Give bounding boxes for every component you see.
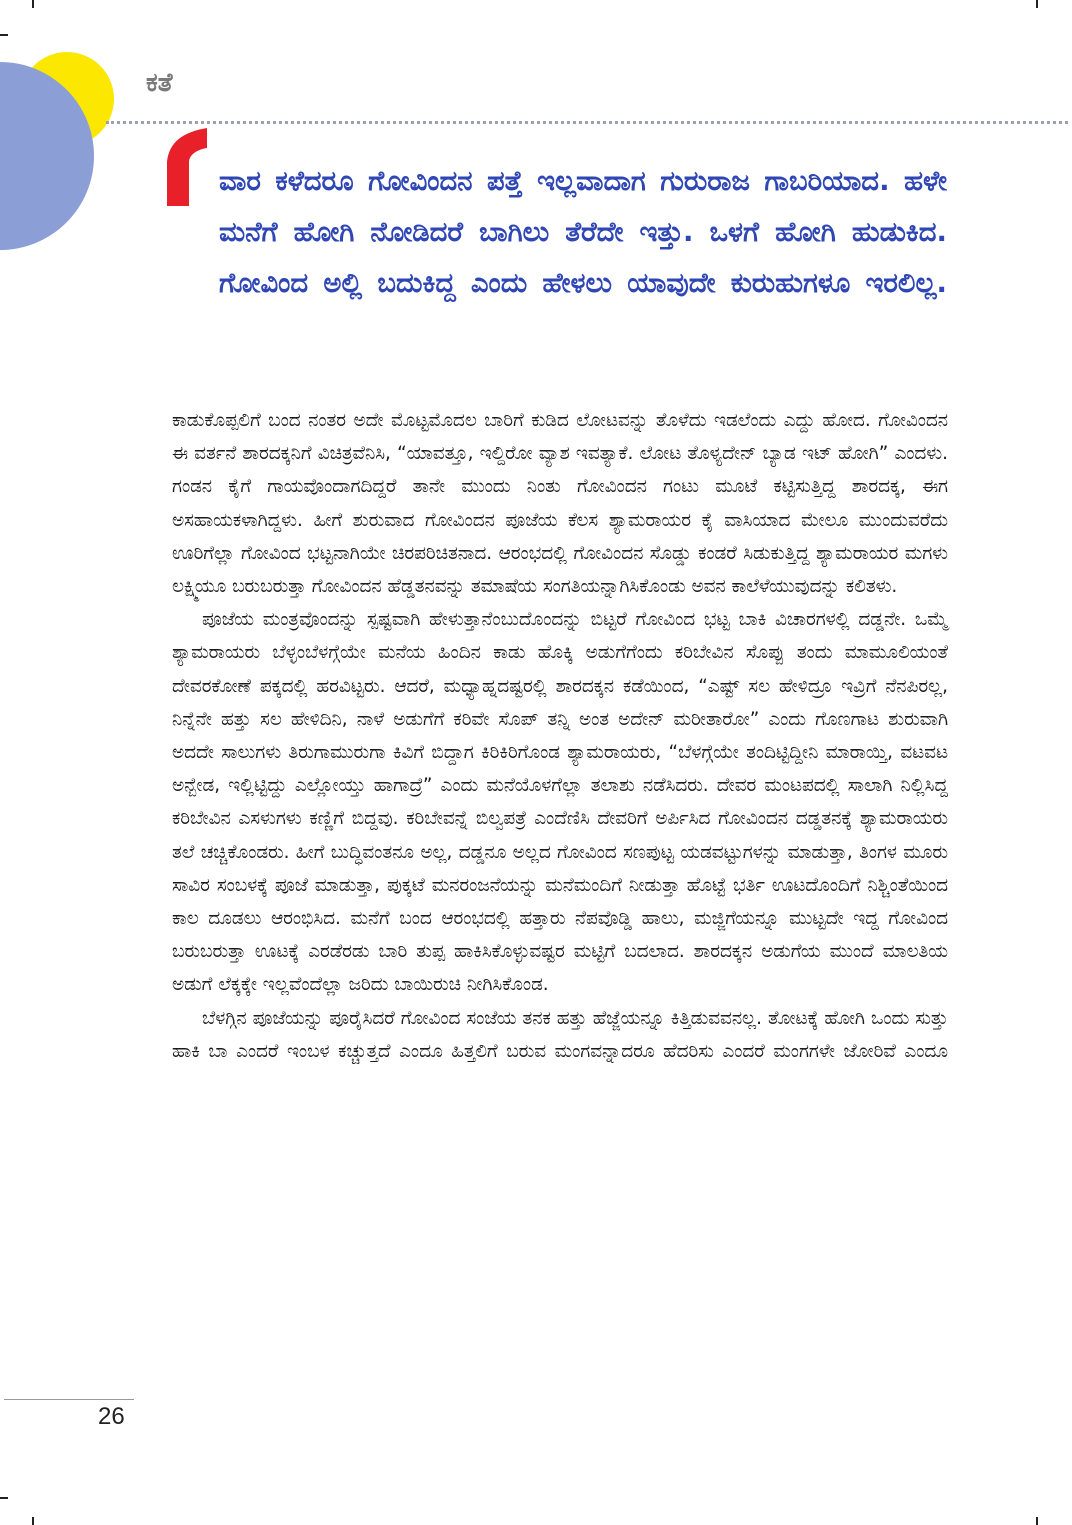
crop-mark [1036,1517,1038,1525]
footer-rule [4,1399,134,1400]
page-number: 26 [98,1403,125,1430]
crop-mark [1036,0,1038,8]
section-label: ಕತೆ [146,68,173,98]
paragraph: ಕಾಡುಕೊಪ್ಪಲಿಗೆ ಬಂದ ನಂತರ ಅದೇ ಮೊಟ್ಟಮೊದಲ ಬಾರಿಗೆ ಕುಡಿದ ಲೋಟವನ್ನು ತೊಳೆದು ಇಡಲೆಂದು ಎದ್ದು ಹೋದ. ಗೋವಿಂದನ ಈ ವರ್ತನೆ ಶಾರದಕ್ಕನಿಗೆ ವಿಚಿತ್ರವೆನಿಸಿ, “ಯಾವತ್ತೂ, ಇಲ್ದಿರೋ ವ್ಯಾಶ ಇವತ್ಯಾಕೆ. ಲೋಟ ತೊಳ್ಯದೇನ್ ಬ್ಯಾಡ ಇಟ್ ಹೋಗಿ” ಎಂದಳು. ಗಂಡನ ಕೈಗೆ ಗಾಯವೊಂದಾಗದಿದ್ದರೆ ತಾನೇ ಮುಂದು ನಿಂತು ಗೋವಿಂದನ ಗಂಟು ಮೂಟೆ ಕಟ್ಟಿಸುತ್ತಿದ್ದ ಶಾರದಕ್ಕ, ಈಗ ಅಸಹಾಯಕಳಾಗಿದ್ದಳು. ಹೀಗೆ ಶುರುವಾದ ಗೋವಿಂದನ ಪೂಜೆಯ ಕೆಲಸ ಶ್ಯಾಮರಾಯರ ಕೈ ವಾಸಿಯಾದ ಮೇಲೂ ಮುಂದುವರೆದು ಊರಿಗೆಲ್ಲಾ ಗೋವಿಂದ ಭಟ್ಟನಾಗಿಯೇ ಚಿರಪರಿಚಿತನಾದ. ಆರಂಭದಲ್ಲಿ ಗೋವಿಂದನ ಸೊಡ್ಡು ಕಂಡರೆ ಸಿಡುಕುತ್ತಿದ್ದ ಶ್ಯಾಮರಾಯರ ಮಗಳು ಲಕ್ಷ್ಮಿಯೂ ಬರುಬರುತ್ತಾ ಗೋವಿಂದನ ಹೆಡ್ಡತನವನ್ನು ತಮಾಷೆಯ ಸಂಗತಿಯನ್ನಾಗಿಸಿಕೊಂಡು ಅವನ ಕಾಲೆಳೆಯುವುದನ್ನು ಕಲಿತಳು. [172,410,948,598]
crop-mark [0,34,8,36]
crop-mark [32,0,34,8]
paragraph: ಪೂಜೆಯ ಮಂತ್ರವೊಂದನ್ನು ಸ್ಪಷ್ಟವಾಗಿ ಹೇಳುತ್ತಾನೆಂಬುದೊಂದನ್ನು ಬಿಟ್ಟರೆ ಗೋವಿಂದ ಭಟ್ಟ ಬಾಕಿ ವಿಚಾರಗಳಲ್ಲಿ ದಡ್ಡನೇ. ಒಮ್ಮೆ ಶ್ಯಾಮರಾಯರು ಬೆಳ್ಳಂಬೆಳಗ್ಗೆಯೇ ಮನೆಯ ಹಿಂದಿನ ಕಾಡು ಹೊಕ್ಕಿ ಅಡುಗೆಗೆಂದು ಕರಿಬೇವಿನ ಸೊಪ್ಪು ತಂದು ಮಾಮೂಲಿಯಂತೆ ದೇವರಕೋಣೆ ಪಕ್ಕದಲ್ಲಿ ಹರವಿಟ್ಟರು. ಆದರೆ, ಮಧ್ಯಾಹ್ನದಷ್ಟರಲ್ಲಿ ಶಾರದಕ್ಕನ ಕಡೆಯಿಂದ, “ಎಷ್ಟ್ ಸಲ ಹೇಳಿದ್ರೂ ಇವ್ರಿಗೆ ನೆನಪಿರಲ್ಲ, ನಿನ್ನೆನೇ ಹತ್ತು ಸಲ ಹೇಳಿದಿನಿ, ನಾಳೆ ಅಡುಗೆಗೆ ಕರಿವೇ ಸೊಪ್ ತನ್ನಿ ಅಂತ ಅದೇನ್ ಮರೀತಾರೋ” ಎಂದು ಗೊಣಗಾಟ ಶುರುವಾಗಿ ಅದದೇ ಸಾಲುಗಳು ತಿರುಗಾಮುರುಗಾ ಕಿವಿಗೆ ಬಿದ್ದಾಗ ಕಿರಿಕಿರಿಗೊಂಡ ಶ್ಯಾಮರಾಯರು, “ಬೆಳಗ್ಗೆಯೇ ತಂದಿಟ್ಟಿದ್ದೀನಿ ಮಾರಾಯ್ತಿ, ವಟವಟ ಅನ್ಬೇಡ, ಇಲ್ಲಿಟ್ಟಿದ್ದು ಎಲ್ಲೋಯ್ತು ಹಾಗಾದ್ರೆ” ಎಂದು ಮನೆಯೊಳಗೆಲ್ಲಾ ತಲಾಶು ನಡೆಸಿದರು. ದೇವರ ಮಂಟಪದಲ್ಲಿ ಸಾಲಾಗಿ ನಿಲ್ಲಿಸಿದ್ದ ಕರಿಬೇವಿನ ಎಸಳುಗಳು ಕಣ್ಣಿಗೆ ಬಿದ್ದವು. ಕರಿಬೇವನ್ನೆ ಬಿಲ್ವಪತ್ರೆ ಎಂದೆಣಿಸಿ ದೇವರಿಗೆ ಅರ್ಪಿಸಿದ ಗೋವಿಂದನ ದಡ್ಡತನಕ್ಕೆ ಶ್ಯಾಮರಾಯರು ತಲೆ ಚಚ್ಚಿಕೊಂಡರು. ಹೀಗೆ ಬುದ್ಧಿವಂತನೂ ಅಲ್ಲ, ದಡ್ಡನೂ ಅಲ್ಲದ ಗೋವಿಂದ ಸಣಪುಟ್ಟ ಯಡವಟ್ಟುಗಳನ್ನು ಮಾಡುತ್ತಾ, ತಿಂಗಳ ಮೂರು ಸಾವಿರ ಸಂಬಳಕ್ಕೆ ಪೂಜೆ ಮಾಡುತ್ತಾ, ಪುಕ್ಕಟೆ ಮನರಂಜನೆಯನ್ನು ಮನೆಮಂದಿಗೆ ನೀಡುತ್ತಾ ಹೊಟ್ಟೆ ಭರ್ತಿ ಊಟದೊಂದಿಗೆ ನಿಶ್ಚಿಂತೆಯಿಂದ ಕಾಲ ದೂಡಲು ಆರಂಭಿಸಿದ. ಮನೆಗೆ ಬಂದ ಆರಂಭದಲ್ಲಿ ಹತ್ತಾರು ನೆಪವೊಡ್ಡಿ ಹಾಲು, ಮಜ್ಜಿಗೆಯನ್ನೂ ಮುಟ್ಟದೇ ಇದ್ದ ಗೋವಿಂದ ಬರುಬರುತ್ತಾ ಊಟಕ್ಕೆ ಎರಡೆರಡು ಬಾರಿ ತುಪ್ಪ ಹಾಕಿಸಿಕೊಳ್ಳುವಷ್ಟರ ಮಟ್ಟಿಗೆ ಬದಲಾದ. ಶಾರದಕ್ಕನ ಅಡುಗೆಯ ಮುಂದೆ ಮಾಲತಿಯ ಅಡುಗೆ ಲೆಕ್ಕಕ್ಕೇ ಇಲ್ಲವೆಂದೆಲ್ಲಾ ಜರಿದು ಬಾಯಿರುಚಿ ನೀಗಿಸಿಕೊಂಡ. [172,609,949,996]
pull-quote: ವಾರ ಕಳೆದರೂ ಗೋವಿಂದನ ಪತ್ತೆ ಇಲ್ಲವಾದಾಗ ಗುರುರಾಜ ಗಾಬರಿಯಾದ. ಹಳೇ ಮನೆಗೆ ಹೋಗಿ ನೋಡಿದರೆ ಬಾಗಿಲು ತೆರೆದೇ ಇತ್ತು. ಒಳಗೆ ಹೋಗಿ ಹುಡುಕಿದ. ಗೋವಿಂದ ಅಲ್ಲಿ ಬದುಕಿದ್ದ ಎಂದು ಹೇಳಲು ಯಾವುದೇ ಕುರುಹುಗಳೂ ಇರಲಿಲ್ಲ. [219,165,947,299]
article-body [172,404,948,1068]
quote-mark-icon [165,128,209,206]
dotted-divider [106,121,1068,124]
crop-mark [32,1517,34,1525]
paragraph: ಬೆಳಗ್ಗಿನ ಪೂಜೆಯನ್ನು ಪೂರೈಸಿದರೆ ಗೋವಿಂದ ಸಂಜೆಯ ತನಕ ಹತ್ತು ಹೆಜ್ಜೆಯನ್ನೂ ಕಿತ್ತಿಡುವವನಲ್ಲ. ತೋಟಕ್ಕೆ ಹೋಗಿ ಒಂದು ಸುತ್ತು ಹಾಕಿ ಬಾ ಎಂದರೆ ಇಂಬಳ ಕಚ್ಚುತ್ತದೆ ಎಂದೂ ಹಿತ್ತಲಿಗೆ ಬರುವ ಮಂಗವನ್ನಾದರೂ ಹೆದರಿಸು ಎಂದರೆ ಮಂಗಗಳೇ ಜೋರಿವೆ ಎಂದೂ [172,1007,948,1062]
crop-mark [0,1497,8,1499]
